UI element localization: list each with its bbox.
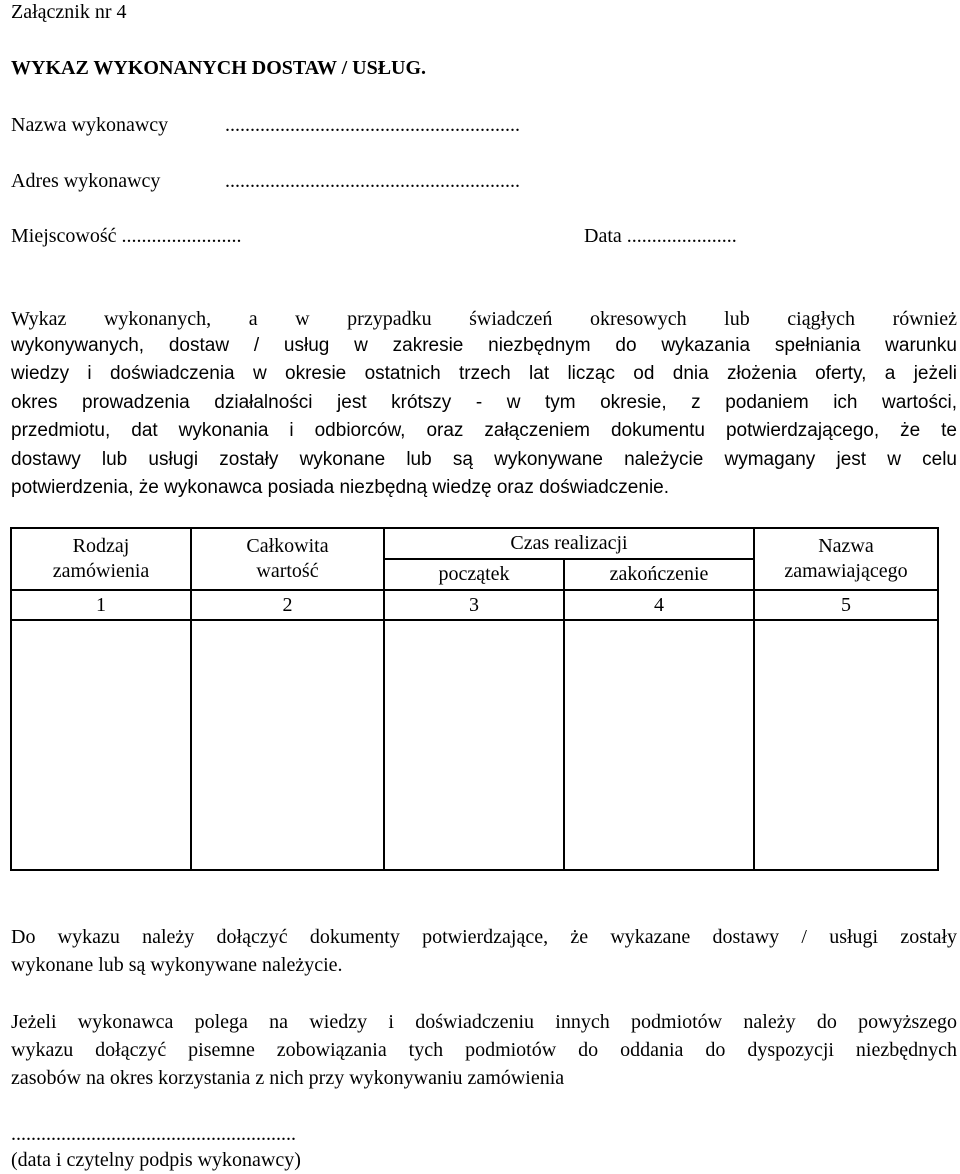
note-line: wykazu dołączyć pisemne zobowiązania tych podmiotów do oddania do dyspozycji niezbędnych: [11, 1039, 957, 1061]
contractor-address-label: Adres wykonawcy: [11, 170, 161, 192]
note-line: wykonane lub są wykonywane należycie.: [11, 954, 343, 976]
column-number: 4: [564, 590, 754, 620]
header-realization-time: Czas realizacji: [384, 528, 754, 559]
table-cell-empty: [191, 620, 384, 870]
header-total-value: [191, 528, 384, 590]
column-number: 3: [384, 590, 564, 620]
header-end: zakończenie: [564, 559, 754, 590]
header-total-value-line1: Całkowita: [246, 535, 329, 557]
header-total-value-line2: wartość: [256, 560, 319, 582]
header-start: początek: [384, 559, 564, 590]
intro-line: dostawy lub usługi zostały wykonane lub są wykonywane należycie wymagany jest w celu: [11, 449, 957, 470]
deliveries-table: [10, 527, 939, 871]
table-cell-empty: [11, 620, 191, 870]
city-field: Miejscowość ........................: [11, 225, 242, 247]
annex-label: Załącznik nr 4: [11, 1, 127, 23]
column-number: 1: [11, 590, 191, 620]
header-client-name-line1: Nazwa: [818, 535, 874, 557]
contractor-name-label: Nazwa wykonawcy: [11, 114, 169, 136]
intro-line: wiedzy i doświadczenia w okresie ostatnich trzech lat licząc od dnia złożenia oferty, a jeżeli: [11, 363, 957, 384]
table-cell-empty: [754, 620, 938, 870]
table-cell-empty: [564, 620, 754, 870]
intro-line: Wykaz wykonanych, a w przypadku świadczeń okresowych lub ciągłych również: [11, 308, 957, 330]
intro-line: potwierdzenia, że wykonawca posiada niezbędną wiedzę oraz doświadczenie.: [11, 477, 670, 498]
column-number: 5: [754, 590, 938, 620]
header-order-type-line2: zamówienia: [52, 560, 150, 582]
header-order-type-line1: Rodzaj: [72, 535, 130, 557]
contractor-address-field: ...........................................................: [225, 170, 520, 192]
intro-line: wykonywanych, dostaw / usług w zakresie niezbędnym do wykazania spełniania warunku: [11, 335, 957, 356]
document-title: WYKAZ WYKONANYCH DOSTAW / USŁUG.: [11, 57, 427, 79]
date-field: Data ......................: [584, 225, 737, 247]
contractor-name-field: ...........................................................: [225, 114, 520, 136]
intro-line: przedmiotu, dat wykonania i odbiorców, oraz załączeniem dokumentu potwierdzającego, że te: [11, 420, 957, 441]
signature-caption: (data i czytelny podpis wykonawcy): [11, 1149, 301, 1171]
note-line: Do wykazu należy dołączyć dokumenty potwierdzające, że wykazane dostawy / usługi zostały: [11, 926, 957, 948]
note-line: Jeżeli wykonawca polega na wiedzy i doświadczeniu innych podmiotów należy do powyższego: [11, 1011, 957, 1033]
header-client-name: [754, 528, 938, 590]
intro-line: okres prowadzenia działalności jest krótszy - w tym okresie, z podaniem ich wartości,: [11, 392, 957, 413]
note-line: zasobów na okres korzystania z nich przy wykonywaniu zamówienia: [11, 1067, 565, 1089]
table-cell-empty: [384, 620, 564, 870]
signature-line: .........................................................: [11, 1123, 296, 1145]
column-number: 2: [191, 590, 384, 620]
header-client-name-line2: zamawiającego: [784, 560, 908, 582]
header-order-type: [11, 528, 191, 590]
